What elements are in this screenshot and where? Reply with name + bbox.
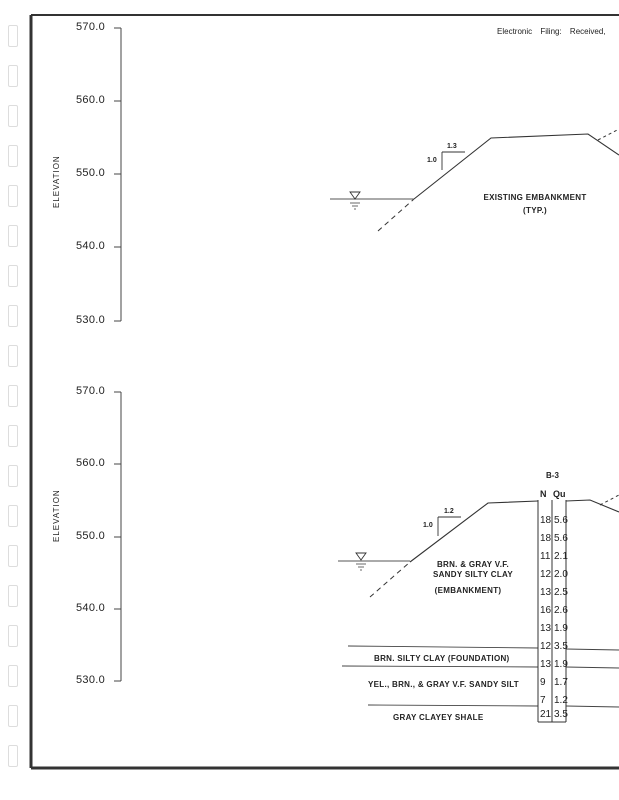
soil-embankment-line2: SANDY SILTY CLAY [432,570,514,579]
n-value: 16 [540,605,552,616]
soil-embankment-line1: BRN. & GRAY V.F. [436,560,510,569]
n-value: 11 [540,551,551,562]
bottom-tick-550: 550.0 [76,530,106,542]
n-value: 18 [540,533,552,544]
top-elevation-axis [114,28,121,321]
qu-value: 3.5 [554,641,568,652]
top-tick-560: 560.0 [76,94,106,106]
bottom-embankment-profile [338,495,619,707]
n-value: 13 [540,587,552,598]
qu-value: 3.5 [554,709,568,720]
boring-id: B-3 [546,471,559,480]
qu-value: 1.7 [554,677,568,688]
soil-foundation-label: BRN. SILTY CLAY (FOUNDATION) [374,654,510,663]
boring-col-n: N [540,489,547,499]
bottom-tick-570: 570.0 [76,385,106,397]
qu-value: 5.6 [554,533,568,544]
soil-embankment-line3: (EMBANKMENT) [434,586,502,595]
qu-value: 1.9 [554,623,568,634]
bottom-tick-560: 560.0 [76,457,106,469]
n-value: 13 [540,623,552,634]
top-embankment-profile [330,129,619,231]
top-tick-570: 570.0 [76,21,106,33]
boring-col-qu: Qu [553,489,566,499]
top-slope-horizontal: 1.3 [447,143,457,150]
qu-value: 2.5 [554,587,568,598]
qu-value: 2.6 [554,605,568,616]
n-value: 9 [540,677,546,688]
bottom-tick-530: 530.0 [76,674,106,686]
soil-sandy-silt-label: YEL., BRN., & GRAY V.F. SANDY SILT [368,680,519,689]
qu-value: 2.1 [554,551,568,562]
top-tick-550: 550.0 [76,167,106,179]
filing-header: Electronic Filing: Received, [497,27,606,36]
n-value: 12 [540,569,552,580]
top-axis-title: ELEVATION [52,155,61,208]
typ-label: (TYP.) [523,206,547,215]
qu-value: 2.0 [554,569,568,580]
qu-value: 1.9 [554,659,568,670]
n-value: 7 [540,695,546,706]
bottom-slope-vertical: 1.0 [423,522,433,529]
top-tick-530: 530.0 [76,314,106,326]
soil-shale-label: GRAY CLAYEY SHALE [393,713,484,722]
n-value: 12 [540,641,552,652]
n-value: 18 [540,515,552,526]
bottom-elevation-axis [114,392,121,681]
n-value: 21 [540,709,552,720]
bottom-tick-540: 540.0 [76,602,106,614]
qu-value: 5.6 [554,515,568,526]
bottom-slope-horizontal: 1.2 [444,508,454,515]
qu-value: 1.2 [554,695,568,706]
n-value: 13 [540,659,552,670]
top-slope-vertical: 1.0 [427,157,437,164]
existing-embankment-label: EXISTING EMBANKMENT [483,193,587,202]
bottom-axis-title: ELEVATION [52,489,61,542]
top-tick-540: 540.0 [76,240,106,252]
